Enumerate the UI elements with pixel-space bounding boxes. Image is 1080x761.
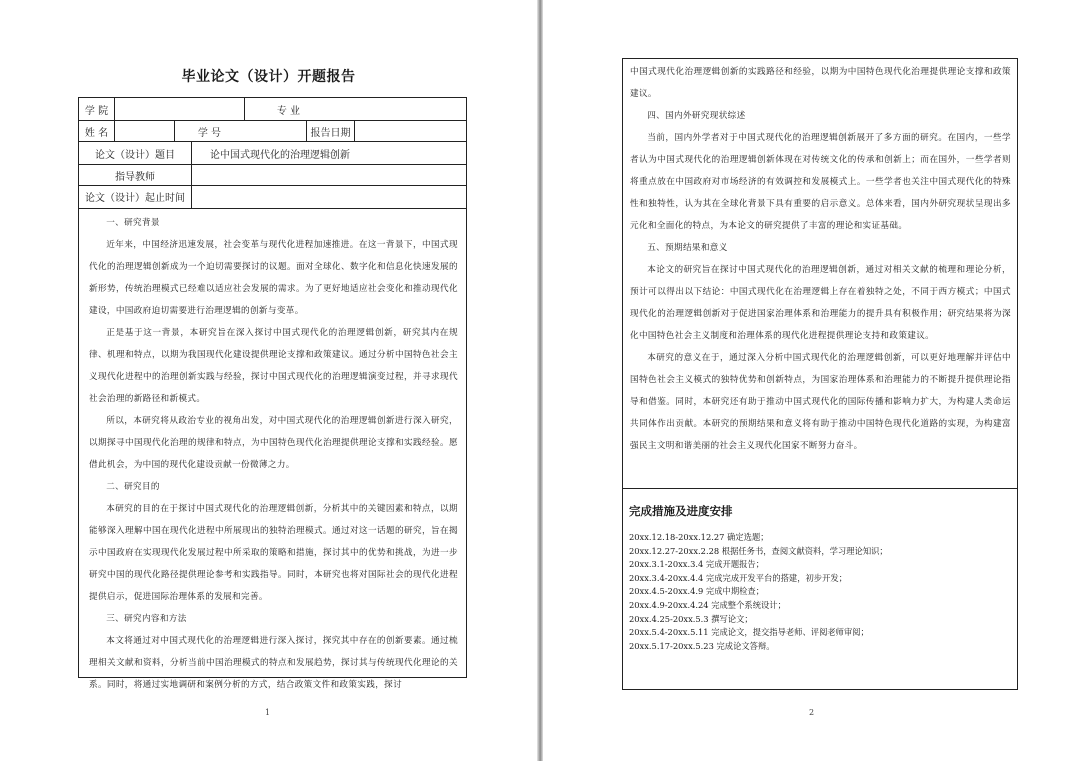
section-heading: 五、预期结果和意义 — [647, 243, 728, 253]
section-heading: 三、研究内容和方法 — [106, 614, 187, 624]
proposal-body-text — [79, 209, 466, 690]
schedule-item: 20xx.4.9-20xx.4.24 完成整个系统设计； — [629, 599, 786, 610]
report-date-value[interactable] — [355, 121, 466, 141]
document-title: 毕业论文（设计）开题报告 — [181, 69, 356, 85]
paragraph: 本研究的目的在于探讨中国式现代化的治理逻辑创新，分析其中的关键因素和特点，以期能够深入理解中国在现代化进程中所展现出的独特治理模式。通过对这一话题的研究，旨在揭示中国政府在实现现代化发展过程中所采取的策略和措施，探讨其中的优势和挑战，为进一步研究中国的现代化路径提供理论参考和实践指导。同时，本研究也将对国际社会的现代化进程提供启示，促进国际治理体系的发展和完善。 — [89, 504, 458, 602]
section-heading: 四、国内外研究现状综述 — [647, 111, 746, 121]
paragraph: 本论文的研究旨在探讨中国式现代化的治理逻辑创新，通过对相关文献的梳理和理论分析，预计可以得出以下结论：中国式现代化在治理逻辑上存在着独特之处，不同于西方模式；中国式现代化的治理逻辑创新对于促进国家治理体系和治理能力的提升具有积极作用；研究结果将为深化中国特色社会主义制度和治理体系的现代化进程提供理论支持和政策建议。 — [630, 265, 1011, 341]
schedule-title: 完成措施及进度安排 — [629, 504, 733, 518]
section-heading: 二、研究目的 — [106, 482, 160, 492]
schedule-item: 20xx.5.4-20xx.5.11 完成论文，提交指导老师、评阅老师审阅； — [629, 627, 869, 638]
paragraph: 中国式现代化治理逻辑创新的实践路径和经验，以期为中国特色现代化治理提供理论支撑和政策建议。 — [630, 67, 1011, 99]
period-label: 论文（设计）起止时间 — [79, 186, 192, 208]
college-value[interactable] — [115, 98, 245, 120]
schedule-item: 20xx.4.25-20xx.5.3 撰写论文； — [629, 613, 753, 624]
proposal-body-text-continued — [622, 58, 1018, 489]
section-heading: 一、研究背景 — [106, 218, 160, 228]
schedule-item: 20xx.3.4-20xx.4.4 完成完成开发平台的搭建，初步开发； — [629, 572, 847, 583]
schedule-item: 20xx.5.17-20xx.5.23 完成论文答辩。 — [629, 640, 775, 651]
name-value[interactable] — [115, 121, 175, 141]
paragraph: 所以，本研究将从政治专业的视角出发，对中国式现代化的治理逻辑创新进行深入研究，以期探寻中国现代化治理的规律和特点，为中国特色现代化治理提供理论支撑和实践经验。愿借此机会，为中国的现代化建设贡献一份微薄之力。 — [89, 416, 458, 470]
schedule-item: 20xx.12.18-20xx.12.27 确定选题； — [629, 532, 769, 542]
row-advisor — [79, 165, 466, 186]
paragraph: 本研究的意义在于，通过深入分析中国式现代化的治理逻辑创新，可以更好地理解并评估中国特色社会主义模式的独特优势和创新特点，为国家治理体系和治理能力的不断提升提供理论指导和借鉴。同时，本研究还有助于推动中国式现代化的国际传播和影响力扩大，为构建人类命运共同体作出贡献。本研究的预期结果和意义将有助于推动中国特色现代化道路的实现，为构建富强民主文明和谐美丽的社会主义现代化国家不断努力奋斗。 — [630, 353, 1011, 451]
schedule-list — [629, 531, 1011, 653]
page-number: 2 — [809, 708, 815, 717]
schedule-item: 20xx.3.1-20xx.3.4 完成开题报告； — [629, 559, 765, 570]
paragraph: 近年来，中国经济迅速发展，社会变革与现代化进程加速推进。在这一背景下，中国式现代化的治理逻辑创新成为一个迫切需要探讨的议题。面对全球化、数字化和信息化快速发展的新形势，传统治理模式已经难以适应社会发展的需求。为了更好地适应社会变化和推动现代化建设，中国政府迫切需要进行治理逻辑的创新与变革。 — [89, 240, 458, 316]
student-id-value[interactable] — [227, 121, 307, 141]
name-label: 姓 名 — [79, 121, 115, 141]
row-name — [79, 121, 466, 142]
row-college — [79, 98, 466, 121]
major-value[interactable] — [304, 98, 466, 120]
student-id-label: 学 号 — [197, 127, 221, 139]
paragraph: 正是基于这一背景，本研究旨在深入探讨中国式现代化的治理逻辑创新，研究其内在规律、机理和特点，以期为我国现代化建设提供理论支撑和政策建议。通过分析中国特色社会主义现代化进程中的治理创新实践与经验，探讨中国式现代化的治理逻辑演变过程，并寻求现代社会治理的新路径和新模式。 — [89, 328, 458, 404]
major-label: 专 业 — [276, 105, 300, 117]
row-thesis-title — [79, 142, 466, 165]
thesis-title-value[interactable]: 论中国式现代化的治理逻辑创新 — [210, 149, 350, 161]
college-label: 学 院 — [79, 98, 115, 120]
paragraph: 当前，国内外学者对于中国式现代化的治理逻辑创新展开了多方面的研究。在国内，一些学者认为中国式现代化的治理逻辑创新体现在对传统文化的传承和创新上；而在国外，一些学者则将重点放在中国政府对市场经济的有效调控和发展模式上。一些学者也关注中国式现代化的特殊性和独特性，认为其在全球化背景下具有重要的启示意义。总体来看，国内外研究现状呈现出多元化和全面化的特点，为本论文的研究提供了丰富的理论和实证基础。 — [630, 133, 1011, 231]
schedule-item: 20xx.4.5-20xx.4.9 完成中期检查； — [629, 586, 765, 597]
schedule-item: 20xx.12.27-20xx.2.28 根据任务书，查阅文献资料，学习理论知识； — [629, 545, 888, 556]
proposal-form-table — [78, 97, 467, 690]
period-value[interactable] — [192, 186, 466, 208]
report-date-label: 报告日期 — [307, 121, 355, 141]
page-number: 1 — [265, 708, 271, 717]
advisor-label: 指导教师 — [79, 165, 192, 185]
schedule-section — [622, 488, 1018, 690]
row-period — [79, 186, 466, 209]
thesis-title-label: 论文（设计）题目 — [79, 142, 192, 164]
page-1 — [0, 0, 537, 761]
paragraph: 本文将通过对中国式现代化的治理逻辑进行深入探讨，探究其中存在的创新要素。通过梳理相关文献和资料，分析当前中国治理模式的特点和发展趋势，探讨其与传统现代化理论的关系。同时，将通过实地调研和案例分析的方式，结合政策文件和政策实践，探讨 — [89, 636, 458, 690]
advisor-value[interactable] — [192, 165, 466, 185]
